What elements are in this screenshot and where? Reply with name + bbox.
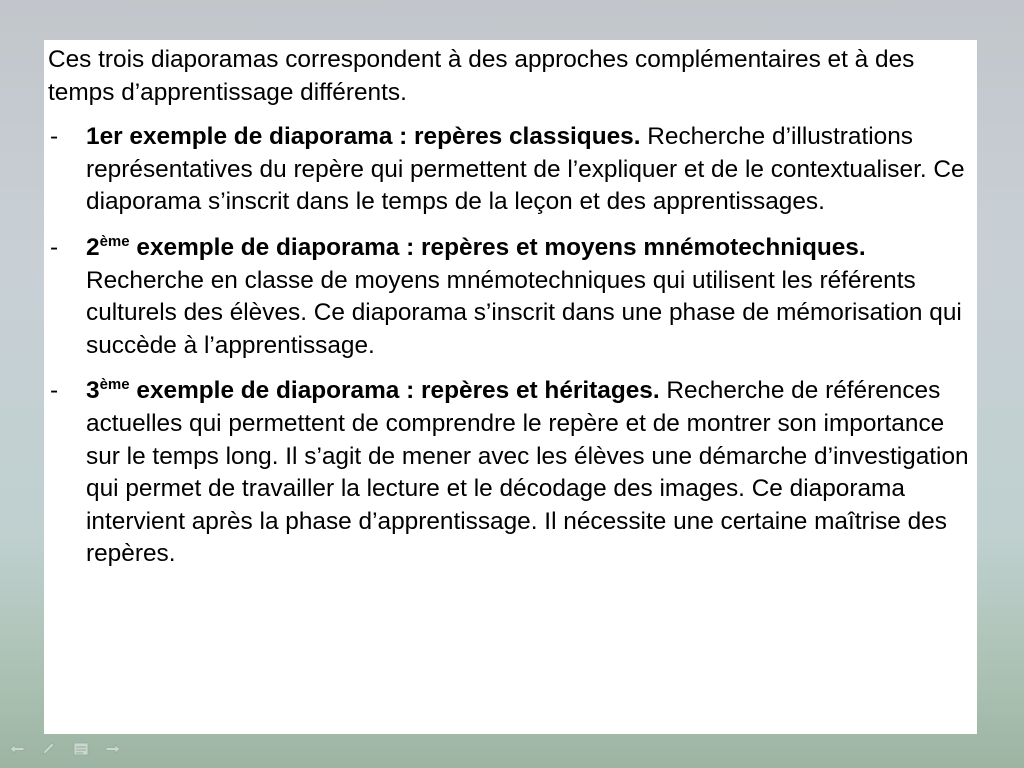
bullet-dash: - bbox=[50, 123, 59, 151]
arrow-left-icon[interactable] bbox=[6, 741, 28, 757]
bullet-heading: exemple de diaporama : repères et moyens mnémotechniques. bbox=[129, 233, 866, 261]
bullet-ordinal-suffix: ème bbox=[99, 376, 130, 394]
arrow-right-icon[interactable] bbox=[102, 741, 124, 757]
bullet-body: Recherche de références actuelles qui permettent de comprendre le repère et de montrer son importance sur le temps long. Il s’agit de mener avec les élèves une démarche d’investigation qui permet de travailler la lecture et le décodage des images. Ce diaporama intervient après la phase d’apprentissage. Il nécessite une certaine maîtrise des repères. bbox=[86, 377, 969, 568]
bullet-item-1 bbox=[48, 121, 975, 219]
bullet-heading: exemple de diaporama : repères et héritages. bbox=[129, 377, 660, 405]
bullet-number: 3 bbox=[86, 377, 100, 405]
bullet-item-3 bbox=[48, 375, 975, 571]
slide-menu-icon[interactable] bbox=[70, 741, 92, 757]
bullet-number: 1er bbox=[86, 123, 123, 151]
pen-icon[interactable] bbox=[38, 741, 60, 757]
bullet-dash: - bbox=[50, 377, 59, 405]
bullet-number: 2 bbox=[86, 233, 100, 261]
bullet-item-2 bbox=[48, 232, 975, 362]
bullet-dash: - bbox=[50, 233, 59, 261]
slideshow-nav-bar bbox=[6, 740, 124, 758]
bullet-ordinal-suffix: ème bbox=[99, 232, 130, 250]
bullet-heading: exemple de diaporama : repères classiques. bbox=[122, 123, 641, 151]
bullet-body: Recherche en classe de moyens mnémotechniques qui utilisent les référents culturels des élèves. Ce diaporama s’inscrit dans une phase de mémorisation qui succède à l’apprentissage. bbox=[86, 266, 962, 359]
slide-text-panel bbox=[44, 40, 977, 734]
bullet-body: Recherche d’illustrations représentatives du repère qui permettent de l’expliquer et de le contextualiser. Ce diaporama s’inscrit dans le temps de la leçon et des apprentissages. bbox=[86, 123, 965, 216]
intro-paragraph: Ces trois diaporamas correspondent à des approches complémentaires et à des temps d’apprentissage différents. bbox=[48, 46, 915, 106]
